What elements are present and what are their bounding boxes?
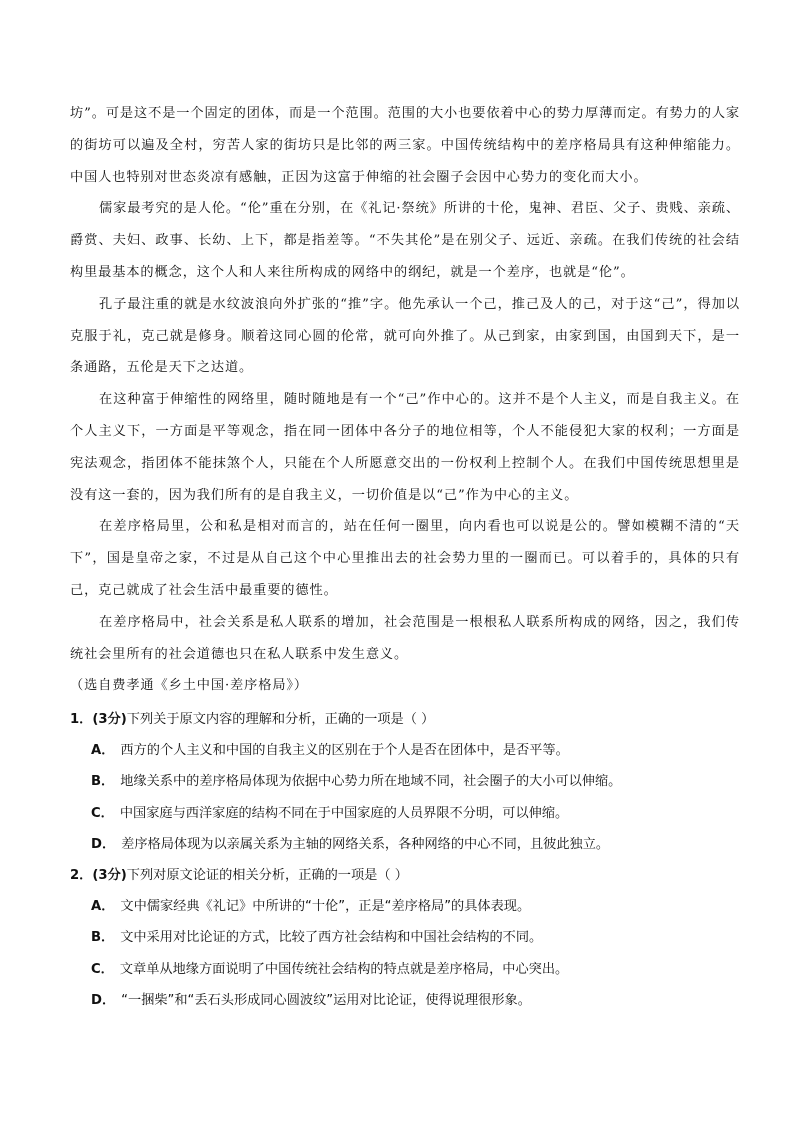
question-text: 下列关于原文内容的理解和分析，正确的一项是（ ） bbox=[126, 712, 435, 727]
option-letter: A． bbox=[91, 899, 115, 915]
option-d bbox=[70, 829, 740, 860]
question-stem bbox=[70, 704, 740, 735]
question-text: 下列对原文论证的相关分析，正确的一项是（ ） bbox=[126, 868, 408, 884]
option-letter: B． bbox=[91, 930, 115, 946]
option-d bbox=[70, 985, 740, 1016]
option-b bbox=[70, 922, 740, 953]
option-letter: D． bbox=[91, 836, 116, 852]
option-text: 文中采用对比论证的方式，比较了西方社会结构和中国社会结构的不同。 bbox=[120, 930, 543, 946]
option-b bbox=[70, 766, 740, 797]
question-number: 2． bbox=[70, 868, 93, 884]
question-stem bbox=[70, 860, 740, 891]
option-text: 中国家庭与西洋家庭的结构不同在于中国家庭的人员界限不分明，可以伸缩。 bbox=[119, 805, 569, 821]
passage-paragraph: 坊”。可是这不是一个固定的团体，而是一个范围。范围的大小也要依着中心的势力厚薄而定。有势力的人家的街坊可以遍及全村，穷苦人家的街坊只是比邻的两三家。中国传统结构中的差序格局具有这种伸缩能力。中国人也特别对世态炎凉有感触，正因为这富于伸缩的社会圈子会因中心势力的变化而大小。 bbox=[70, 106, 740, 185]
question-score: (3分) bbox=[92, 712, 127, 727]
option-text: 差序格局体现为以亲属关系为主轴的网络关系，各种网络的中心不同，且彼此独立。 bbox=[121, 836, 610, 852]
option-c bbox=[70, 954, 740, 985]
passage-paragraph: 儒家最考究的是人伦。“伦”重在分别，在《礼记·祭统》所讲的十伦，鬼神、君臣、父子、贵贱、亲疏、爵赏、夫妇、政事、长幼、上下，都是指差等。“不失其伦”是在别父子、远近、亲疏。在我们传统的社会结构里最基本的概念，这个人和人来往所构成的网络中的纲纪，就是一个差序，也就是“伦”。 bbox=[70, 201, 740, 280]
passage-paragraph: 在这种富于伸缩性的网络里，随时随地是有一个“己”作中心的。这并不是个人主义，而是自我主义。在个人主义下，一方面是平等观念，指在同一团体中各分子的地位相等，个人不能侵犯大家的权利；一方面是宪法观念，指团体不能抹煞个人，只能在个人所愿意交出的一份权利上控制个人。在我们中国传统思想里是没有这一套的，因为我们所有的是自我主义，一切价值是以“己”作为中心的主义。 bbox=[70, 392, 740, 503]
option-letter: C． bbox=[91, 961, 114, 977]
option-letter: D． bbox=[91, 992, 116, 1008]
option-c bbox=[70, 798, 740, 829]
question-2 bbox=[70, 860, 740, 1016]
option-a bbox=[70, 891, 740, 922]
option-text: 文中儒家经典《礼记》中所讲的“十伦”，正是“差序格局”的具体表现。 bbox=[120, 899, 531, 915]
passage-source: （选自费孝通《乡土中国·差序格局》） bbox=[70, 678, 308, 694]
question-score: (3分) bbox=[92, 868, 127, 884]
option-letter: C． bbox=[91, 805, 114, 821]
option-text: 西方的个人主义和中国的自我主义的区别在于个人是否在团体中，是否平等。 bbox=[120, 743, 569, 759]
option-text: “一捆柴”和“丢石头形成同心圆波纹”运用对比论证，使得说理很形象。 bbox=[121, 992, 531, 1008]
option-letter: B． bbox=[91, 774, 115, 790]
question-1 bbox=[70, 704, 740, 860]
passage-paragraph: 在差序格局里，公和私是相对而言的，站在任何一圈里，向内看也可以说是公的。譬如模糊不清的“天下”，国是皇帝之家，不过是从自己这个中心里推出去的社会势力里的一圈而已。可以着手的，具体的只有己，克己就成了社会生活中最重要的德性。 bbox=[70, 519, 740, 598]
option-text: 文章单从地缘方面说明了中国传统社会结构的特点就是差序格局，中心突出。 bbox=[119, 961, 569, 977]
option-text: 地缘关系中的差序格局体现为依据中心势力所在地域不同，社会圈子的大小可以伸缩。 bbox=[120, 774, 622, 790]
option-letter: A． bbox=[91, 743, 115, 759]
question-number: 1． bbox=[70, 712, 93, 727]
reading-passage bbox=[70, 98, 740, 702]
option-a bbox=[70, 735, 740, 766]
passage-paragraph: 在差序格局中，社会关系是私人联系的增加，社会范围是一根根私人联系所构成的网络，因之，我们传统社会里所有的社会道德也只在私人联系中发生意义。 bbox=[70, 614, 740, 662]
question-list bbox=[70, 704, 740, 1016]
passage-paragraph: 孔子最注重的就是水纹波浪向外扩张的“推”字。他先承认一个己，推己及人的己，对于这“己”，得加以克服于礼，克己就是修身。顺着这同心圆的伦常，就可向外推了。从己到家，由家到国，由国到天下，是一条通路，五伦是天下之达道。 bbox=[70, 296, 740, 376]
